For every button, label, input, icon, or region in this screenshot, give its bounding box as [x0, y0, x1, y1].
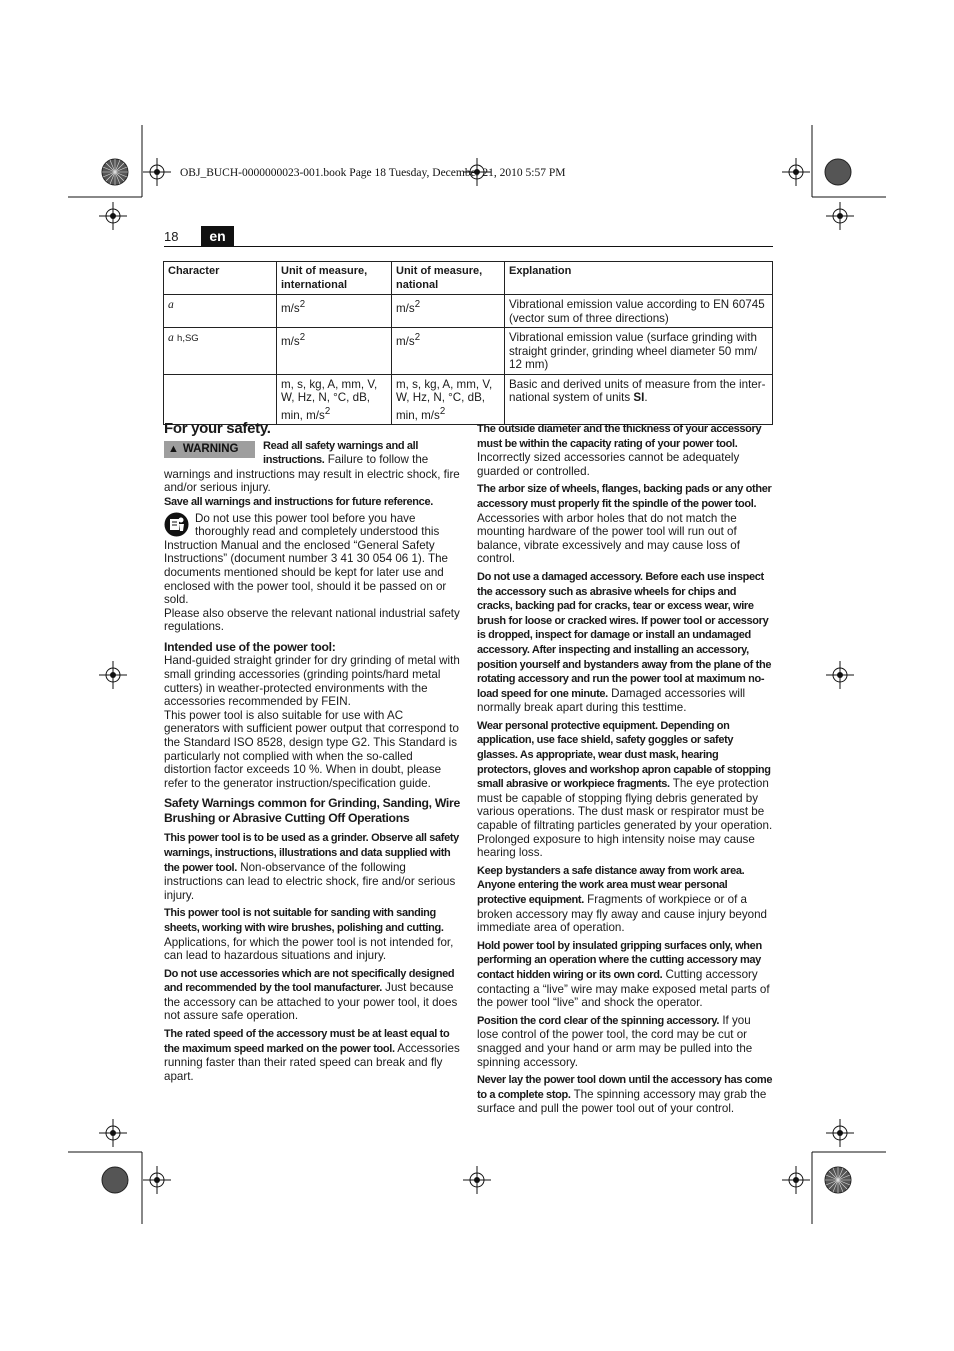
- table-cell-explanation: Vibrational emission value according to EN 60745 (vector sum of three directions): [505, 295, 773, 328]
- safety-item: [477, 570, 773, 715]
- safety-item-text: Accessories running faster than their rated speed can break and fly apart.: [164, 1041, 460, 1083]
- table-cell-explanation: Vibrational emission value (surface grinding with straight grinder, grinding wheel diameter 50 mm/ 12 mm): [505, 328, 773, 375]
- unit-exponent: 2: [414, 332, 421, 343]
- table-cell-intl: [277, 328, 392, 375]
- read-manual-icon: [164, 512, 189, 537]
- table-header-cell: Explanation: [505, 262, 773, 295]
- safety-item-text: Incorrectly sized accessories cannot be adequately guarded or controlled.: [477, 451, 740, 478]
- safety-item-text: Damaged accessories will normally break apart during this testtime.: [477, 686, 746, 715]
- safety-item-bold: Keep bystanders a safe distance away from work area. Anyone entering the work area must wear personal protective equipment.: [477, 864, 745, 906]
- explanation-end: .: [644, 391, 648, 404]
- table-cell-character: [164, 328, 277, 375]
- character-symbol: a: [168, 331, 174, 344]
- table-row: [164, 328, 773, 375]
- explanation-text: Basic and derived units of measure from the inter-national system of units: [509, 377, 766, 404]
- table-cell-national: [392, 295, 505, 328]
- safety-item-text: Fragments of workpiece or of a broken accessory may fly away and cause injury beyond immediate area of operation.: [477, 893, 767, 935]
- safety-item-bold: Do not use a damaged accessory. Before each use inspect the accessory such as abrasive wheels for chips and cracks, backing pad for cracks, tear or excess wear, wire brush for loose or cracked wires. If power tool or accessory is dropped, inspect for damage or install an undamaged accessory. After inspecting and installing an accessory, position yourself and bystanders away from the plane of the rotating accessory and run the power tool at maximum no-load speed for one minute.: [477, 570, 772, 700]
- safety-item-text: If you lose control of the power tool, the cord may be cut or snagged and your hand or arm may be pulled into the spinning accessory.: [477, 1013, 753, 1069]
- unit-text: m/s: [281, 334, 300, 348]
- table-cell-character: [164, 374, 277, 424]
- warning-triangle-icon: ▲: [168, 442, 179, 455]
- safety-item-bold: Wear personal protective equipment. Depending on application, use face shield, safety goggles or safety glasses. As appropriate, wear dust mask, hearing protectors, gloves and workshop apron capable of stopping small abrasive or workpiece fragments.: [477, 719, 771, 791]
- unit-text: m, s, kg, A, mm, V, W, Hz, N, °C, dB, min, m/s: [396, 377, 493, 422]
- table-header-cell: Unit of measure, international: [277, 262, 392, 295]
- safety-item: [164, 831, 460, 902]
- safety-item-text: Just because the accessory can be attached to your power tool, it does not assure safe operation.: [164, 981, 458, 1023]
- safety-item-bold: This power tool is to be used as a grinder. Observe all safety warnings, instructions, illustrations and data supplied with the power tool.: [164, 832, 459, 874]
- safety-item: [477, 482, 773, 566]
- safety-item-text: Applications, for which the power tool is not intended for, can lead to hazardous situations and injury.: [164, 935, 454, 963]
- unit-exponent: 2: [299, 299, 306, 310]
- header-rule: [164, 246, 773, 247]
- table-header-row: [164, 262, 773, 295]
- intended-use-p2: This power tool is also suitable for use with AC generators with sufficient power output that correspond to the Standard ISO 8528, design type G2. This Standard is particularly not complied with when the so-called distortion factor exceeds 10 %. When in doubt, please refer to the generator instruction/specification guide.: [164, 708, 459, 790]
- technical-units-table: [163, 261, 773, 425]
- safety-item-text: Cutting accessory contacting a “live” wire may make exposed metal parts of the power tool “live” and shock the operator.: [477, 967, 770, 1010]
- safety-item: [477, 719, 773, 860]
- unit-exponent: 2: [439, 405, 446, 417]
- warning-label: WARNING: [182, 442, 239, 455]
- safety-item-text: Non-observance of the following instructions can lead to electric shock, fire and/or serious injury.: [164, 860, 456, 902]
- table-cell-intl: [277, 295, 392, 328]
- safety-item-bold: The arbor size of wheels, flanges, backing pads or any other accessory must properly fit the spindle of the power tool.: [477, 483, 772, 510]
- safety-item: [477, 1073, 773, 1116]
- safety-item-text: The eye protection must be capable of stopping flying debris generated by various operations. The dust mask or respirator must be capable of filtrating particles generated by your operation. Prolonged exposure to high intensity noise may cause hearing loss.: [477, 777, 773, 860]
- safety-item-text: Accessories with arbor holes that do not match the mounting hardware of the power tool will run out of balance, vibrate excessively and may cause loss of control.: [477, 511, 740, 566]
- unit-exponent: 2: [414, 299, 421, 310]
- section-title-safety: For your safety.: [164, 420, 271, 437]
- safety-item: [164, 1027, 460, 1083]
- character-symbol: a: [168, 298, 174, 311]
- page-number: 18: [164, 229, 179, 244]
- explanation-bold: SI: [633, 391, 645, 404]
- safety-item-bold: The rated speed of the accessory must be at least equal to the maximum speed marked on the power tool.: [164, 1028, 450, 1055]
- table-row: [164, 374, 773, 424]
- safety-item-bold: This power tool is not suitable for sanding with sanding sheets, working with wire brushes, polishing and cutting.: [164, 907, 444, 934]
- safety-warnings-title: Safety Warnings common for Grinding, Sanding, Wire Brushing or Abrasive Cutting Off Operations: [164, 796, 460, 825]
- unit-text: m/s: [281, 301, 300, 315]
- table-cell-character: [164, 295, 277, 328]
- unit-text: m/s: [396, 334, 415, 348]
- unit-exponent: 2: [299, 332, 306, 343]
- safety-item: [164, 967, 460, 1023]
- warning-bold-text: Read all safety warnings and all instructions.: [263, 439, 419, 467]
- table-header-cell: Character: [164, 262, 277, 295]
- safety-item-bold: Do not use accessories which are not specifically designed and recommended by the tool manufacturer.: [164, 967, 455, 995]
- warning-text: Failure to follow the warnings and instructions may result in electric shock, fire and/or serious injury.: [164, 453, 460, 495]
- character-subscript: h,SG: [177, 333, 199, 344]
- safety-item: [477, 939, 773, 1010]
- manual-paragraph: [164, 512, 460, 607]
- unit-exponent: 2: [324, 405, 331, 417]
- safety-item: [477, 864, 773, 935]
- manual-text: Do not use this power tool before you have thoroughly read and completely understood this Instruction Manual and the enclosed “General Safety Instructions” (document number 3 41 30 054 06 1). The documents mentioned should be kept for later use and enclosed with the power tool, should it be passed on or sold.: [164, 511, 448, 607]
- unit-text: m, s, kg, A, mm, V, W, Hz, N, °C, dB, min, m/s: [281, 377, 378, 422]
- table-cell-national: [392, 328, 505, 375]
- safety-item-bold: Hold power tool by insulated gripping surfaces only, when performing an operation where the cutting accessory may contact hidden wiring or its own cord.: [477, 939, 762, 981]
- safety-item-text: The spinning accessory may grab the surface and pull the power tool out of your control.: [477, 1087, 767, 1116]
- safety-item: [477, 422, 773, 478]
- safety-item: [164, 906, 460, 962]
- table-cell-explanation: [505, 374, 773, 424]
- unit-text: m/s: [396, 301, 415, 315]
- safety-item: [477, 1014, 773, 1069]
- right-column: [477, 422, 773, 1116]
- left-column: [164, 422, 460, 1083]
- file-info-line: OBJ_BUCH-0000000023-001.book Page 18 Tuesday, December 21, 2010 5:57 PM: [180, 167, 566, 179]
- safety-item-bold: Never lay the power tool down until the accessory has come to a complete stop.: [477, 1074, 773, 1101]
- warning-badge: [164, 441, 255, 458]
- table-header-cell: Unit of measure, national: [392, 262, 505, 295]
- intended-use-title: Intended use of the power tool:: [164, 639, 336, 654]
- observe-paragraph: Please also observe the relevant national industrial safety regulations.: [164, 606, 460, 634]
- table-row: [164, 295, 773, 328]
- safety-item-bold: The outside diameter and the thickness of your accessory must be within the capacity rating of your power tool.: [477, 423, 762, 450]
- save-instructions: Save all warnings and instructions for future reference.: [164, 495, 433, 508]
- table-cell-national: [392, 374, 505, 424]
- language-tab: en: [201, 226, 234, 246]
- warning-paragraph: [164, 439, 460, 495]
- intended-use-p1: Hand-guided straight grinder for dry grinding of metal with small grinding accessories (grinding points/hard metal cutters) in weather-protected environments with the accessories recommended by FEIN.: [164, 654, 460, 709]
- table-cell-intl: [277, 374, 392, 424]
- safety-item-bold: Position the cord clear of the spinning accessory.: [477, 1014, 720, 1027]
